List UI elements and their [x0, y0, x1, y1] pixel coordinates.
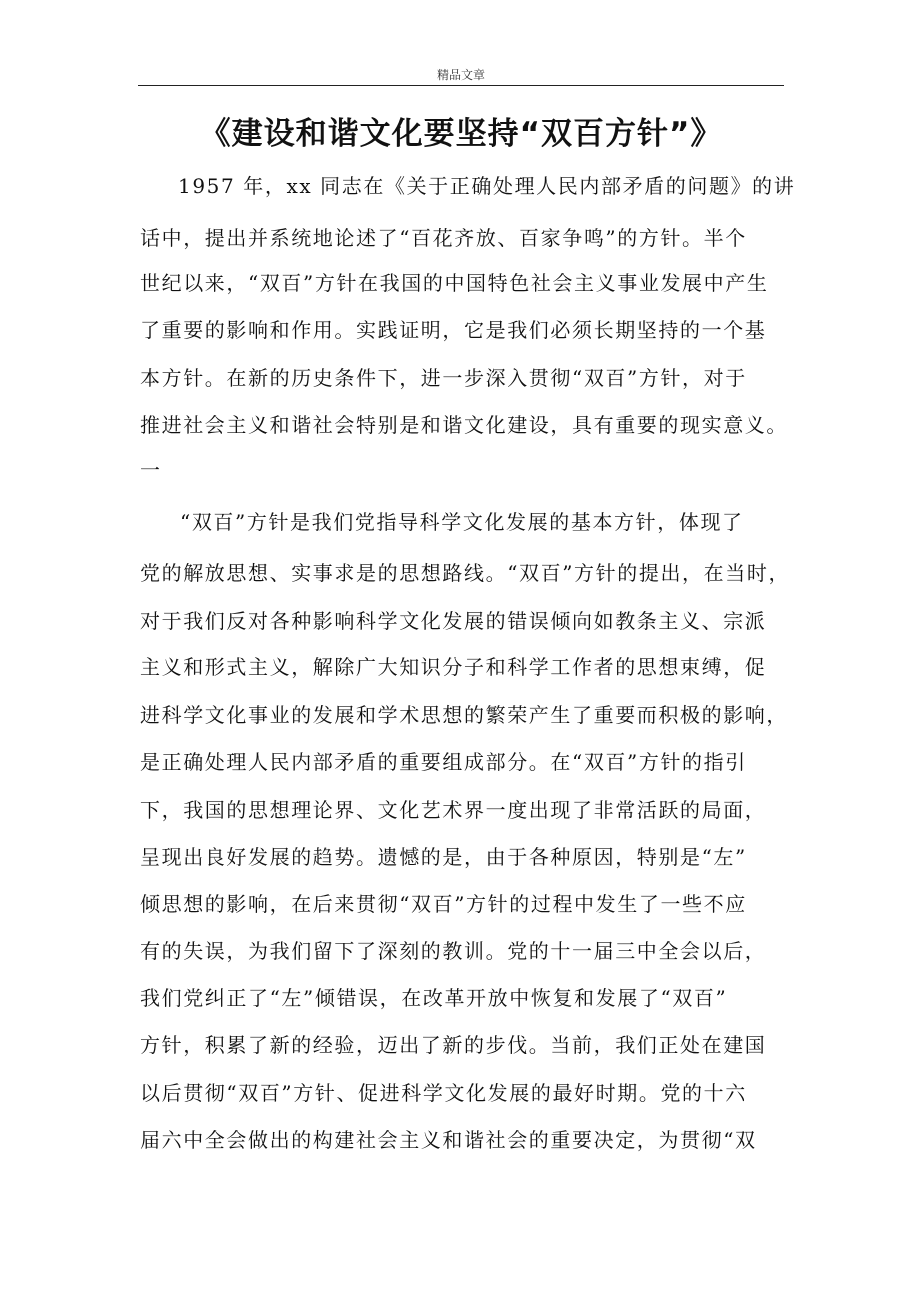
paragraph-line: 党的解放思想、实事求是的思想路线。“双百”方针的提出，在当时，: [140, 561, 791, 585]
paragraph-line: 进科学文化事业的发展和学术思想的繁荣产生了重要而积极的影响，: [140, 703, 788, 727]
paragraph-line: 倾思想的影响，在后来贯彻“双百”方针的过程中发生了一些不应: [140, 892, 747, 916]
paragraph-line: 推进社会主义和谐社会特别是和谐文化建设，具有重要的现实意义。: [140, 413, 788, 437]
paragraph-line: 世纪以来，“双百”方针在我国的中国特色社会主义事业发展中产生: [140, 271, 769, 295]
paragraph-line: 对于我们反对各种影响科学文化发展的错误倾向如教条主义、宗派: [140, 609, 767, 633]
paragraph-line: 下，我国的思想理论界、文化艺术界一度出现了非常活跃的局面，: [140, 798, 767, 822]
paragraph-line: 话中，提出并系统地论述了“百花齐放、百家争鸣”的方针。半个: [140, 226, 747, 250]
document-title: 《建设和谐文化要坚持“双百方针”》: [199, 116, 723, 152]
paragraph-line: 方针，积累了新的经验，迈出了新的步伐。当前，我们正处在建国: [140, 1033, 767, 1057]
paragraph-line: 以后贯彻“双百”方针、促进科学文化发展的最好时期。党的十六: [140, 1081, 747, 1105]
paragraph-line: “双百”方针是我们党指导科学文化发展的基本方针，体现了: [180, 510, 744, 534]
paragraph-line: 本方针。在新的历史条件下，进一步深入贯彻“双百”方针，对于: [140, 366, 747, 390]
paragraph-line: 主义和形式主义，解除广大知识分子和科学工作者的思想束缚，促: [140, 655, 767, 679]
paragraph-line: 有的失误，为我们留下了深刻的教训。党的十一届三中全会以后，: [140, 939, 767, 963]
paragraph-line: 我们党纠正了“左”倾错误，在改革开放中恢复和发展了“双百”: [140, 986, 728, 1010]
section-number: 一: [140, 458, 162, 482]
paragraph-line: 了重要的影响和作用。实践证明，它是我们必须长期坚持的一个基: [140, 318, 767, 342]
paragraph-line: 呈现出良好发展的趋势。遗憾的是，由于各种原因，特别是“左”: [140, 845, 747, 869]
paragraph-line: 1957 年，xx 同志在《关于正确处理人民内部矛盾的问题》的讲: [178, 174, 796, 198]
paragraph-line: 是正确处理人民内部矛盾的重要组成部分。在“双百”方针的指引: [140, 750, 747, 774]
header-divider: [138, 85, 784, 86]
page-header-label: 精品文章: [436, 68, 485, 82]
paragraph-line: 届六中全会做出的构建社会主义和谐社会的重要决定，为贯彻“双: [140, 1128, 757, 1152]
